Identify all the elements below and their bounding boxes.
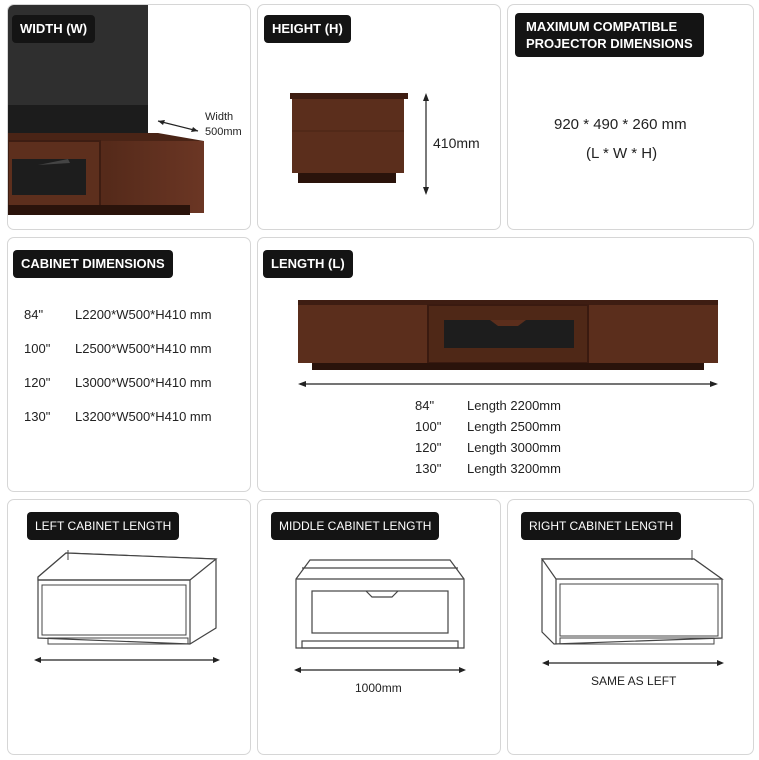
length-value-120: Length 3000mm <box>467 440 561 455</box>
projector-axes: (L * W * H) <box>586 145 658 162</box>
left-cabinet-badge: LEFT CABINET LENGTH <box>27 512 179 540</box>
length-badge: LENGTH (L) <box>263 250 353 278</box>
width-label: Width <box>205 111 234 123</box>
cabinet-dimensions-badge: CABINET DIMENSIONS <box>13 250 173 278</box>
height-badge: HEIGHT (H) <box>264 15 351 43</box>
cabinet-spec-84: L2200*W500*H410 mm <box>75 307 212 322</box>
height-value: 410mm <box>433 135 480 151</box>
cabinet-spec-100: L2500*W500*H410 mm <box>75 341 212 356</box>
length-size-100: 100" <box>415 419 442 434</box>
middle-cabinet-value: 1000mm <box>355 681 402 695</box>
length-size-130: 130" <box>415 461 442 476</box>
projector-dimensions: 920 * 490 * 260 mm <box>554 116 687 133</box>
projector-badge-line1: MAXIMUM COMPATIBLE <box>526 19 678 34</box>
cabinet-size-100: 100" <box>24 341 51 356</box>
left-cabinet-panel <box>7 499 251 755</box>
length-size-120: 120" <box>415 440 442 455</box>
right-cabinet-badge: RIGHT CABINET LENGTH <box>521 512 681 540</box>
right-cabinet-note: SAME AS LEFT <box>591 674 677 688</box>
cabinet-size-120: 120" <box>24 375 51 390</box>
cabinet-size-130: 130" <box>24 409 51 424</box>
height-cabinet-illustration <box>258 5 501 230</box>
cabinet-spec-130: L3200*W500*H410 mm <box>75 409 212 424</box>
middle-cabinet-badge: MIDDLE CABINET LENGTH <box>271 512 439 540</box>
length-value-84: Length 2200mm <box>467 398 561 413</box>
length-panel <box>257 237 754 492</box>
width-panel <box>7 4 251 230</box>
length-size-84: 84" <box>415 398 435 413</box>
length-value-130: Length 3200mm <box>467 461 561 476</box>
cabinet-size-84: 84" <box>24 307 44 322</box>
width-value: 500mm <box>205 126 242 138</box>
projector-badge-line2: PROJECTOR DIMENSIONS <box>526 36 693 51</box>
middle-cabinet-panel <box>257 499 501 755</box>
projector-badge <box>515 13 704 57</box>
right-cabinet-panel <box>507 499 754 755</box>
projector-panel <box>507 4 754 230</box>
height-panel <box>257 4 501 230</box>
length-value-100: Length 2500mm <box>467 419 561 434</box>
middle-cabinet-outline <box>258 500 501 755</box>
right-cabinet-outline <box>508 500 754 755</box>
cabinet-spec-120: L3000*W500*H410 mm <box>75 375 212 390</box>
cabinet-dimensions-panel <box>7 237 251 492</box>
width-badge: WIDTH (W) <box>12 15 95 43</box>
left-cabinet-outline <box>8 500 251 755</box>
